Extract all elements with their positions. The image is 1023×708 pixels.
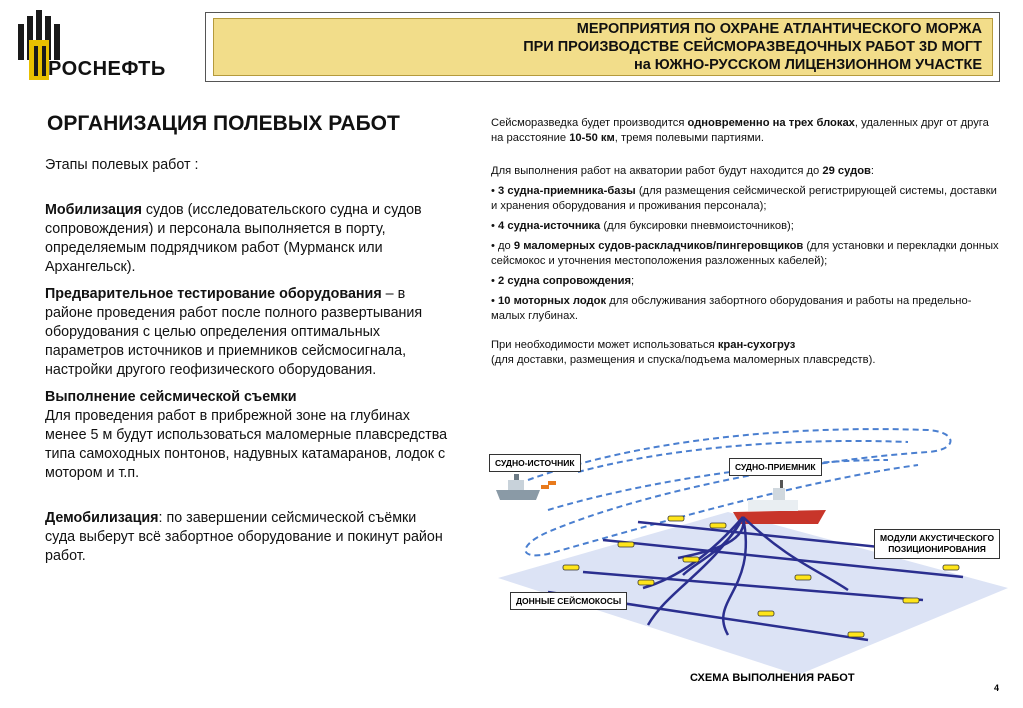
stage-demobilization (45, 509, 450, 566)
paragraph-crane-ship (491, 338, 1001, 368)
text-span: (для установки и перекладки донных сейсмокос и уточнения местоположения разложенных кабелей); (491, 240, 999, 267)
text-bold: 29 судов (822, 165, 871, 177)
text-span: (для буксировки пневмоисточников); (600, 220, 794, 232)
label-receiver-vessel: СУДНО-ПРИЕМНИК (729, 458, 822, 476)
label-acoustic-modules-line1: МОДУЛИ АКУСТИЧЕСКОГО (880, 533, 995, 543)
text-span: Сейсморазведка будет производится (491, 117, 688, 129)
module-marker (943, 565, 959, 570)
module-marker (758, 611, 774, 616)
stage-survey-text: Для проведения работ в прибрежной зоне на глубинах менее 5 м будут использоваться маломерные плавсредства типа самоходных понтонов, надувных катамаранов, лодок с мотором и т.п. (45, 408, 448, 481)
stage-testing-title: Предварительное тестирование оборудования (45, 286, 382, 302)
diagram-caption: СХЕМА ВЫПОЛНЕНИЯ РАБОТ (690, 672, 855, 684)
receiver-vessel-icon (733, 480, 826, 524)
module-marker (683, 557, 699, 562)
text-span: (для размещения сейсмической регистрирующей системы, доставки и хранения оборудования и проживания персонала); (491, 185, 997, 212)
text-bold: 10-50 км (569, 132, 615, 144)
bullet-escort-ships (491, 274, 1001, 289)
text-bold: кран-сухогруз (717, 339, 796, 351)
field-stages-text (45, 156, 450, 574)
module-marker (848, 632, 864, 637)
module-marker (563, 565, 579, 570)
label-acoustic-modules (874, 529, 1000, 559)
stage-mobilization (45, 201, 450, 277)
banner-line-3: на ЮЖНО-РУССКОМ ЛИЦЕНЗИОННОМ УЧАСТКЕ (633, 57, 982, 73)
title-banner (213, 18, 993, 76)
bullet-motor-boats (491, 294, 1001, 324)
bullet-small-ships (491, 239, 1001, 269)
stages-intro: Этапы полевых работ : (45, 157, 199, 173)
text-span: • (491, 295, 499, 307)
text-span: Для выполнения работ на акватории работ будут находится до (491, 165, 823, 177)
bullet-source-ships (491, 219, 1001, 234)
section-heading: ОРГАНИЗАЦИЯ ПОЛЕВЫХ РАБОТ (47, 112, 400, 135)
module-marker (638, 580, 654, 585)
paragraph-vessels (491, 164, 1001, 179)
stage-survey-title: Выполнение сейсмической съемки (45, 389, 297, 405)
text-bold: 3 судна-приемника-базы (498, 185, 636, 197)
text-span: , удаленных друг от друга на расстояние (491, 117, 989, 144)
text-span: • (491, 185, 499, 197)
stage-testing (45, 285, 450, 380)
module-marker (668, 516, 684, 521)
air-gun-icon (541, 481, 556, 489)
text-span: для обслуживания забортного оборудования и работы на предельно-малых глубинах. (491, 295, 972, 322)
stage-demobilization-text: : по завершении сейсмической съёмки суда выберут всё забортное оборудование и покинут район работ. (45, 510, 443, 564)
banner-line-1: МЕРОПРИЯТИЯ ПО ОХРАНЕ АТЛАНТИЧЕСКОГО МОРЖА (576, 21, 982, 37)
vessels-text (491, 116, 1001, 368)
module-marker (710, 523, 726, 528)
logo-wordmark: РОСНЕФТЬ (48, 58, 166, 80)
text-span: (для доставки, размещения и спуска/подъема маломерных плавсредств). (491, 354, 876, 366)
text-span: , тремя полевыми партиями. (614, 132, 764, 144)
text-bold: 10 моторных лодок (498, 295, 607, 307)
text-bold: 2 судна сопровождения (498, 275, 632, 287)
text-span: • (491, 275, 499, 287)
stage-survey (45, 388, 450, 483)
module-marker (618, 542, 634, 547)
bullet-base-ships (491, 184, 1001, 214)
label-acoustic-modules-line2: ПОЗИЦИОНИРОВАНИЯ (888, 544, 986, 554)
text-span: : (870, 165, 875, 177)
text-span: • до (491, 240, 514, 252)
stage-mobilization-title: Мобилизация (45, 202, 142, 218)
module-marker (903, 598, 919, 603)
stage-testing-text: – в районе проведения работ после полного развертывания оборудования с целью определения оптимальных параметров источников и приемников сейсмосигнала, настройки другого геофизического оборудования. (45, 286, 423, 378)
text-bold: 4 судна-источника (498, 220, 601, 232)
stage-mobilization-text: судов (исследовательского судна и судов сопровождения) и персонала выполняется в порту, определяемым подрядчиком работ (Мурманск или Архангельск). (45, 202, 422, 275)
page-number: 4 (994, 683, 1000, 693)
label-source-vessel: СУДНО-ИСТОЧНИК (489, 454, 581, 472)
text-span: При необходимости может использоваться (491, 339, 718, 351)
text-bold: одновременно на трех блоках (687, 117, 855, 129)
text-bold: 9 маломерных судов-раскладчиков/пингеровщиков (513, 240, 804, 252)
stage-demobilization-title: Демобилизация (45, 510, 159, 526)
label-bottom-cables: ДОННЫЕ СЕЙСМОКОСЫ (510, 592, 627, 610)
text-span: ; (631, 275, 635, 287)
banner-line-2: ПРИ ПРОИЗВОДСТВЕ СЕЙСМОРАЗВЕДОЧНЫХ РАБОТ 3D МОГТ (523, 39, 982, 55)
text-span: • (491, 220, 499, 232)
module-marker (795, 575, 811, 580)
paragraph-blocks (491, 116, 1001, 146)
